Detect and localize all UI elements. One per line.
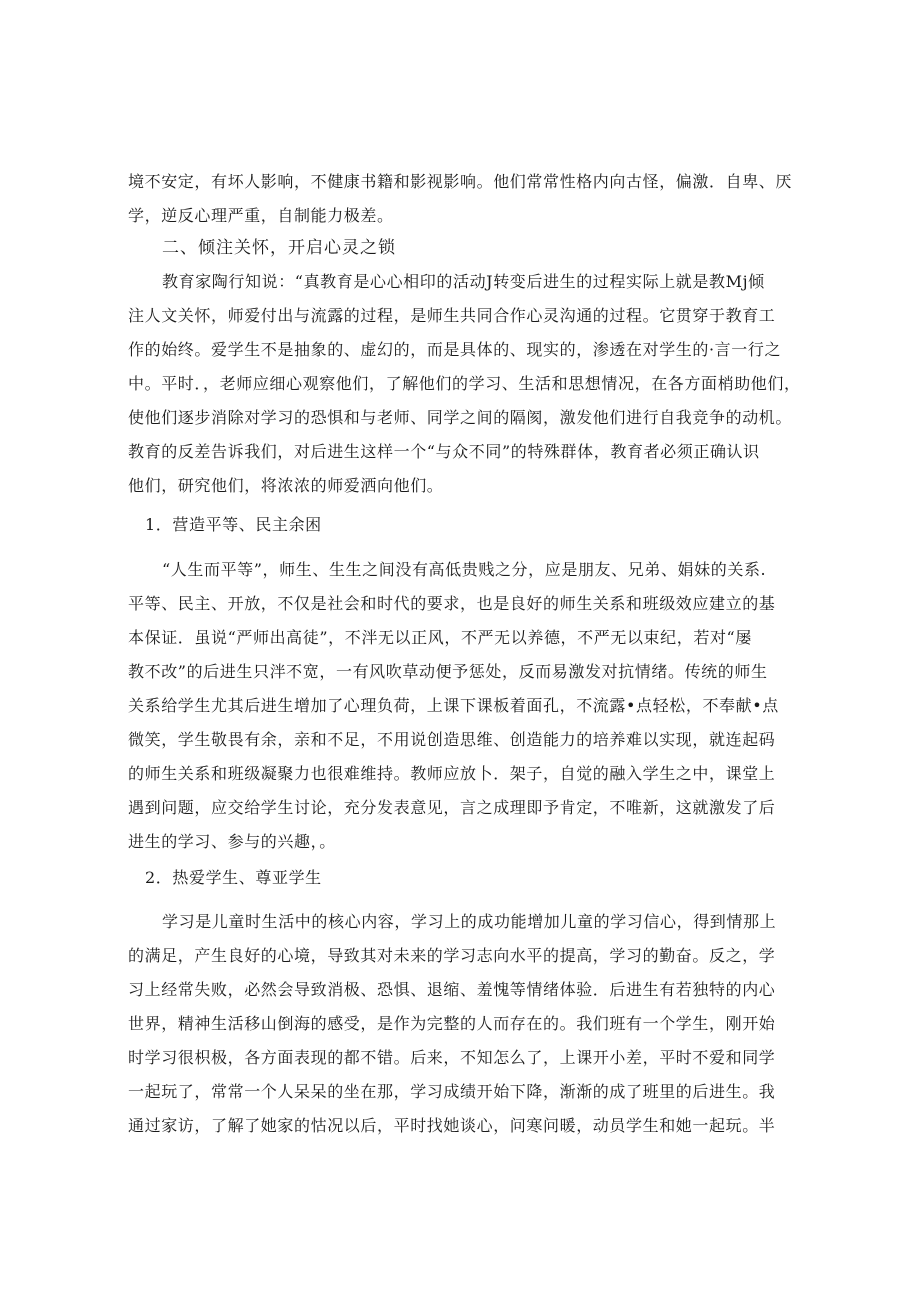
paragraph-line: 的满足，产生良好的心境，导致其对未来的学习志向水平的提高，学习的勤奋。反之，学 — [128, 946, 776, 965]
paragraph-line: 境不安定，有坏人影响，不健康书籍和影视影响。他们常常性格内向古怪，偏激．自卑、厌 — [128, 172, 793, 191]
paragraph-line: 时学习很枳极，各方面表现的都不错。后来，不知怎么了，上课开小差，平时不爱和同学 — [128, 1048, 776, 1067]
paragraph-line: 学习是儿童时生活中的核心内容，学习上的成功能增加儿童的学习信心，得到情那上 — [162, 912, 777, 931]
paragraph-line: 平等、民主、开放，不仅是社会和时代的要求，也是良好的师生关系和班级效应建立的基 — [128, 594, 776, 613]
paragraph-line: 通过家访，了解了她家的怙况以后，平时找她谈心，问寒问暖，动员学生和她一起玩。半 — [128, 1116, 776, 1135]
paragraph-line: 关系给学生尤其后进生增加了心理负荷，上课下课板着面孔，不流露•点轻松，不奉献•点 — [128, 696, 779, 715]
paragraph-line: 遇到问题，应交给学生讨论，充分发表意见，言之成理即予肯定，不唯新，这就激发了后 — [128, 798, 776, 817]
paragraph-line: 注人文关怀，师爱付出与流露的过程，是师生共同合作心灵沟通的过程。它贯穿于教育工 — [128, 306, 776, 325]
paragraph-line: “人生而平等”，师生、生生之间没有高低贵贱之分，应是朋友、兄弟、娟妹的关系. — [162, 560, 767, 579]
subsection-heading: 2．热爱学生、尊亚学生 — [145, 868, 322, 887]
paragraph-line: 微笑，学生敬畏有余，亲和不足，不用说创造思维、创造能力的培养难以实现，就连起码 — [128, 730, 776, 749]
subsection-heading: 1．营造平等、民主余困 — [145, 515, 322, 534]
paragraph-line: 作的始终。爱学生不是抽象的、虚幻的，而是具体的、现实的，渗透在对学生的·言一行之 — [128, 340, 782, 359]
paragraph-line: 教不改”的后进生只泮不宽，一有风吹草动便予惩处，反而易激发对抗情绪。传统的师生 — [128, 662, 768, 681]
paragraph-line: 学，逆反心理严重，自制能力极差。 — [128, 206, 394, 225]
paragraph-line: 世界，精神生活移山倒海的感受，是作为完整的人而存在的。我们班有一个学生，刚开始 — [128, 1014, 776, 1033]
paragraph-line: 习上经常失败，必然会导致消极、恐惧、退缩、羞愧等情绪体验．后进生有若独特的内心 — [128, 980, 776, 999]
paragraph-line: 本保证．虽说“严师出高徒”，不泮无以正风，不严无以养德，不严无以束纪，若对“屡 — [128, 628, 752, 647]
paragraph-line: 教育家陶行知说：“真教育是心心相印的活动J转变后进生的过程实际上就是教Mj倾 — [162, 272, 765, 291]
paragraph-line: 的师生关系和班级凝聚力也很难维持。教师应放卜．架子，自觉的融入学生之中，课堂上 — [128, 764, 776, 783]
section-heading: 二、倾注关怀，开启心灵之锁 — [162, 238, 396, 258]
paragraph-line: 中。平时．，老师应细心观察他们，了解他们的学习、生活和思想情况，在各方面梢助他们， — [128, 374, 801, 393]
paragraph-line: 一起玩了，常常一个人呆呆的坐在那，学习成绩开始下降，渐渐的成了班里的后进生。我 — [128, 1082, 776, 1101]
paragraph-line: 教育的反差告诉我们，对后进生这样一个“与众不同”的特殊群体，教育者必须正确认识 — [128, 442, 760, 461]
paragraph-line: 他们，研究他们，将浓浓的师爱洒向他们。 — [128, 476, 444, 495]
paragraph-line: 进生的学习、参与的兴趣，。 — [128, 832, 336, 851]
paragraph-line: 使他们逐步消除对学习的恐惧和与老师、同学之间的隔阂，激发他们进行自我竞争的动机。 — [128, 408, 793, 427]
